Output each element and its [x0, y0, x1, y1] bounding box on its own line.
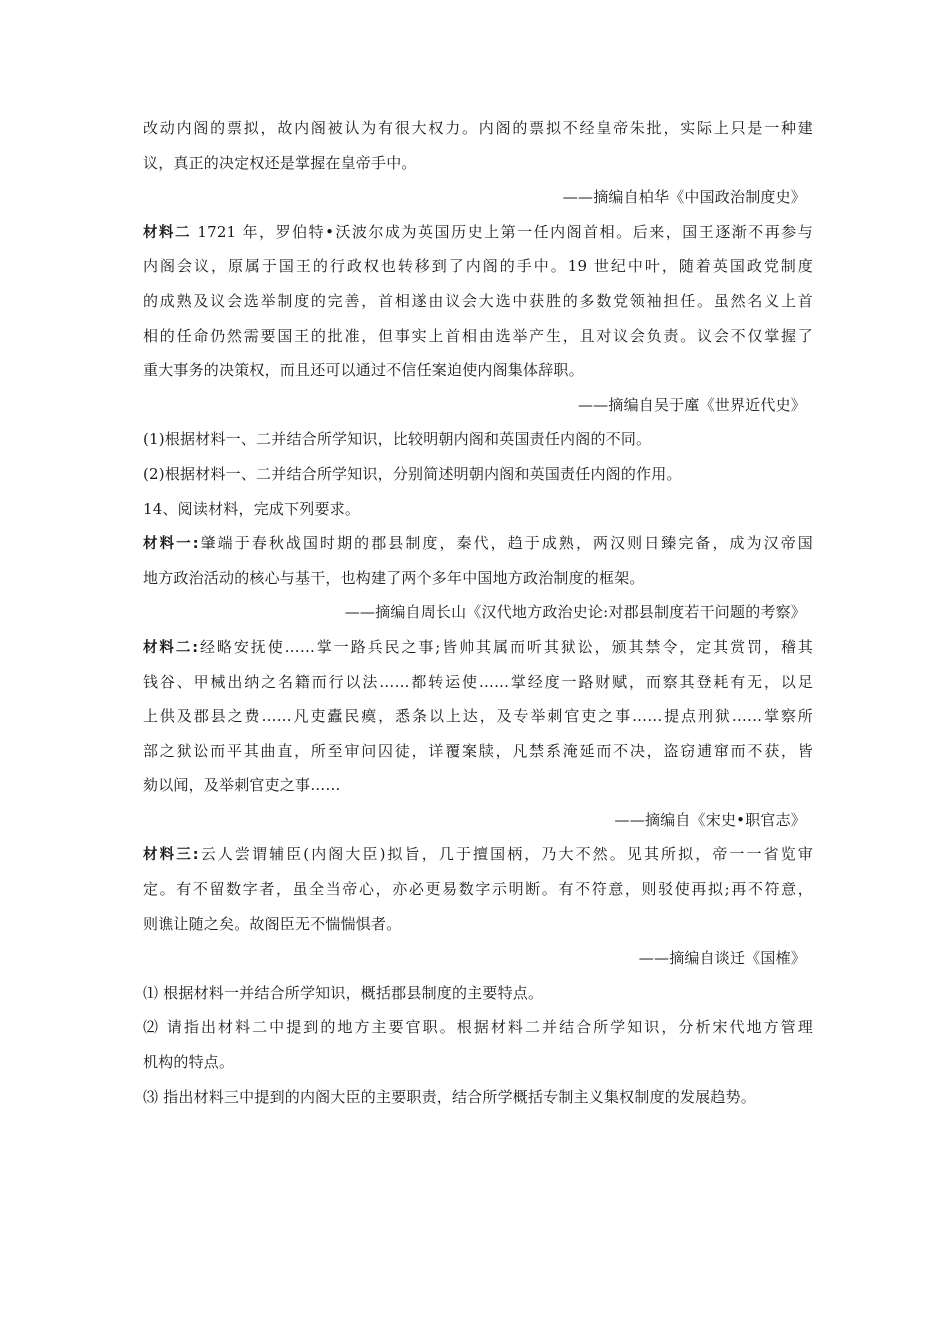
q14-material-1-line [143, 533, 813, 553]
q14-material-1-text: 肇端于春秋战国时期的郡县制度，秦代，趋于成熟，两汉则日臻完备，成为汉帝国 [198, 534, 813, 553]
q14-material-2-text: 经略安抚使……掌一路兵民之事;皆帅其属而听其狱讼，颁其禁令，定其赏罚，稽其 [198, 637, 813, 656]
q14-material-3-label: 材料三: [143, 847, 199, 864]
q13-material-1-line: 议，真正的决定权还是掌握在皇帝手中。 [143, 153, 417, 172]
q14-question-1: ⑴ 根据材料一并结合所学知识，概括郡县制度的主要特点。 [143, 983, 544, 1002]
q14-material-2-label: 材料二: [143, 639, 199, 656]
q14-material-3-text: 云人尝谓辅臣(内阁大臣)拟旨，几于擅国柄，乃大不然。见其所拟，帝一一省览审 [198, 845, 814, 864]
q13-question-2: (2)根据材料一、二并结合所学知识，分别简述明朝内阁和英国责任内阁的作用。 [143, 464, 682, 483]
q14-material-2-source: ——摘编自《宋史•职官志》 [614, 810, 806, 829]
q13-material-1-line: 改动内阁的票拟，故内阁被认为有很大权力。内阁的票拟不经皇帝朱批，实际上只是一种建 [143, 119, 813, 137]
q14-material-1-label: 材料一: [143, 536, 199, 553]
q14-material-2-line: 钱谷、甲械出纳之名籍而行以法……都转运使……掌经度一路财赋，而察其登耗有无，以足 [143, 672, 813, 691]
q13-material-1-source: ——摘编自柏华《中国政治制度史》 [562, 188, 806, 207]
q13-material-2-label: 材料二 [143, 224, 192, 241]
q13-material-2-text: 1721 年，罗伯特•沃波尔成为英国历史上第一任内阁首相。后来，国王逐渐不再参与 [191, 222, 814, 241]
q14-question-3: ⑶ 指出材料三中提到的内阁大臣的主要职责，结合所学概括专制主义集权制度的发展趋势。 [143, 1087, 756, 1106]
q14-question-2-line: 机构的特点。 [143, 1053, 235, 1072]
q13-material-2-line [143, 222, 813, 242]
q14-heading: 14、阅读材料，完成下列要求。 [143, 499, 361, 518]
q14-material-2-line [143, 637, 813, 657]
document-page [143, 118, 813, 1121]
q14-material-2-line: 上供及郡县之费……凡吏蠹民瘼，悉条以上达，及专举刺官吏之事……提点刑狱……掌察所 [143, 707, 813, 726]
q14-material-3-line: 定。有不留数字者，虽全当帝心，亦必更易数字示明断。有不符意，则驳使再拟;再不符意， [143, 880, 813, 899]
q14-material-2-line: 部之狱讼而平其曲直，所至审问囚徒，详覆案牍，凡禁系淹延而不决，盗窃逋窜而不获，皆 [143, 741, 813, 760]
q14-material-1-source: ——摘编自周长山《汉代地方政治史论:对郡县制度若干问题的考察》 [344, 603, 806, 622]
q14-material-3-line: 则谯让随之矣。故阁臣无不惴惴惧者。 [143, 914, 402, 933]
q14-material-3-source: ——摘编自谈迁《国榷》 [638, 949, 806, 968]
q13-material-2-line: 相的任命仍然需要国王的批准，但事实上首相由选举产生，且对议会负责。议会不仅掌握了 [143, 326, 813, 345]
q13-material-2-line: 内阁会议，原属于国王的行政权也转移到了内阁的手中。19 世纪中叶，随着英国政党制度 [143, 257, 813, 276]
q13-material-2-line: 重大事务的决策权，而且还可以通过不信任案迫使内阁集体辞职。 [143, 361, 584, 380]
q13-question-1: (1)根据材料一、二并结合所学知识，比较明朝内阁和英国责任内阁的不同。 [143, 430, 652, 449]
q13-material-2-source: ——摘编自吴于廑《世界近代史》 [577, 395, 806, 414]
q14-material-1-line: 地方政治活动的核心与基干，也构建了两个多年中国地方政治制度的框架。 [143, 568, 645, 587]
q13-material-2-line: 的成熟及议会选举制度的完善，首相遂由议会大选中获胜的多数党领袖担任。虽然名义上首 [143, 291, 813, 310]
q14-question-2-line: ⑵ 请指出材料二中提到的地方主要官职。根据材料二并结合所学知识，分析宋代地方管理 [143, 1018, 813, 1037]
q14-material-2-line: 劾以闻，及举刺官吏之事…… [143, 776, 341, 795]
q14-material-3-line [143, 844, 813, 864]
